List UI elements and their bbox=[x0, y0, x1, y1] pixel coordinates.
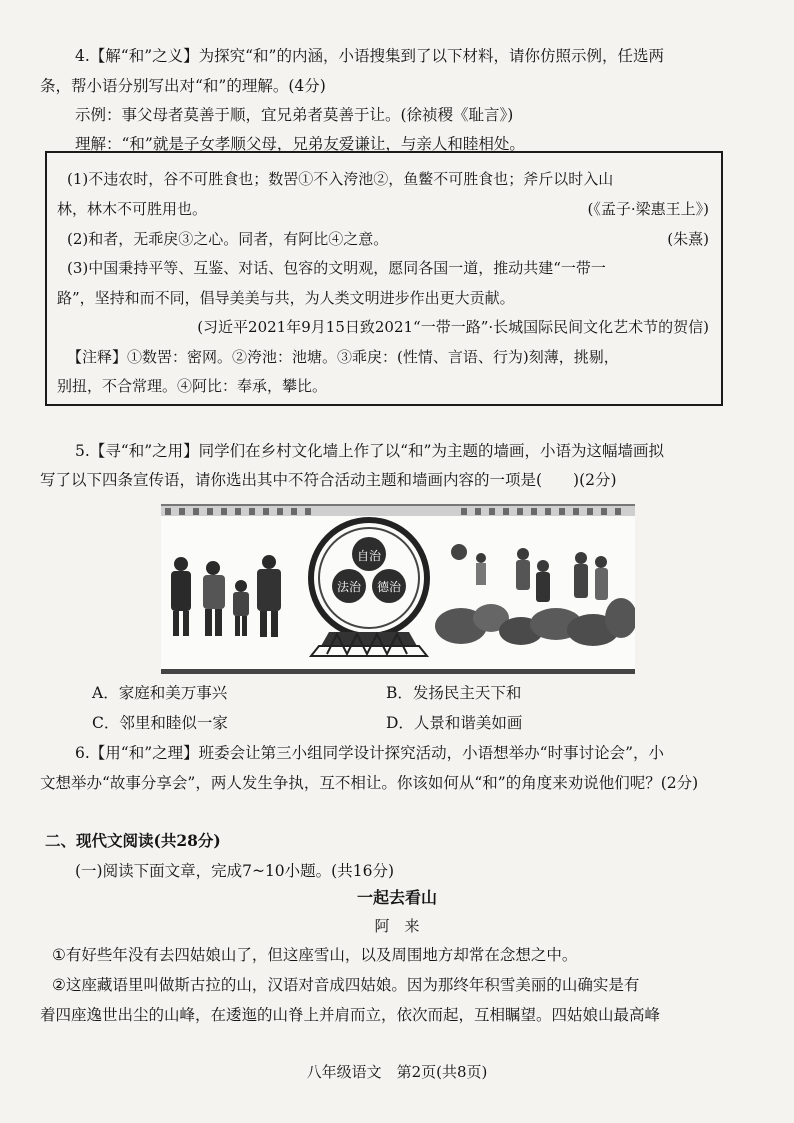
q4-understanding: 理解：“和”就是子女孝顺父母，兄弟友爱谦让，与亲人和睦相处。 bbox=[75, 135, 525, 153]
q4-line1: 4.【解“和”之义】为探究“和”的内涵，小语搜集到了以下材料，请你仿照示例，任选两 bbox=[75, 47, 664, 65]
option-a[interactable]: A．家庭和美万事兴 bbox=[92, 684, 228, 702]
material-2-line: (2)和者，无乖戾③之心。同者，有阿比④之意。 bbox=[67, 230, 389, 248]
essay-paragraph-1: ①有好些年没有去四姑娘山了，但这座雪山，以及周围地方却常在念想之中。 bbox=[52, 946, 578, 964]
mural-text-left: 法治 bbox=[336, 580, 362, 594]
material-3-line1: (3)中国秉持平等、互鉴、对话、包容的文明观，愿同各国一道，推动共建“一带一 bbox=[67, 259, 606, 277]
essay-paragraph-2-line1: ②这座藏语里叫做斯古拉的山，汉语对音成四姑娘。因为那终年积雪美丽的山确实是有 bbox=[52, 976, 640, 994]
material-1-line2: 林，林木不可胜用也。 bbox=[57, 200, 208, 218]
mural-text-right: 德治 bbox=[376, 580, 402, 594]
q4-example: 示例：事父母者莫善于顺，宜兄弟者莫善于让。(徐祯稷《耻言》) bbox=[75, 106, 514, 124]
material-1-line1: (1)不违农时，谷不可胜食也；数罟①不入洿池②，鱼鳖不可胜食也；斧斤以时入山 bbox=[67, 170, 614, 188]
option-d[interactable]: D．人景和谐美如画 bbox=[386, 714, 523, 732]
q5-line2: 写了以下四条宣传语，请你选出其中不符合活动主题和墙画内容的一项是( )(2分) bbox=[40, 471, 617, 489]
mural-image bbox=[161, 504, 635, 674]
mural-illustration bbox=[161, 506, 635, 669]
section-subheading: (一)阅读下面文章，完成7~10小题。(共16分) bbox=[75, 862, 394, 880]
material-2-source: (朱熹) bbox=[667, 230, 709, 248]
essay-paragraph-2-line2: 着四座逸世出尘的山峰，在逶迤的山脊上并肩而立，依次而起，互相瞩望。四姑娘山最高峰 bbox=[40, 1006, 661, 1024]
essay-author: 阿 来 bbox=[374, 917, 420, 935]
page-footer: 八年级语文 第2页(共8页) bbox=[306, 1063, 488, 1081]
q6-line2: 文想举办“故事分享会”，两人发生争执，互不相让。你该如何从“和”的角度来劝说他们呢？(2分) bbox=[40, 774, 699, 792]
material-3-source: (习近平2021年9月15日致2021“一带一路”·长城国际民间文化艺术节的贺信) bbox=[197, 318, 709, 336]
option-c[interactable]: C．邻里和睦似一家 bbox=[92, 714, 228, 732]
q6-line1: 6.【用“和”之理】班委会让第三小组同学设计探究活动，小语想举办“时事讨论会”，小 bbox=[75, 744, 664, 762]
material-3-line2: 路”，坚持和而不同，倡导美美与共，为人类文明进步作出更大贡献。 bbox=[57, 289, 515, 307]
essay-title: 一起去看山 bbox=[356, 888, 437, 907]
mural-text-top: 自治 bbox=[356, 549, 382, 563]
option-b[interactable]: B．发扬民主天下和 bbox=[386, 684, 522, 702]
section-heading: 二、现代文阅读(共28分) bbox=[45, 831, 221, 850]
notes-line1: 【注释】①数罟：密网。②洿池：池塘。③乖戾：(性情、言语、行为)刻薄，挑剔， bbox=[67, 348, 619, 366]
material-1-source: (《孟子·梁惠王上》) bbox=[587, 200, 709, 218]
materials-box bbox=[45, 151, 723, 406]
notes-line2: 别扭，不合常理。④阿比：奉承，攀比。 bbox=[57, 377, 328, 395]
q4-line2: 条，帮小语分别写出对“和”的理解。(4分) bbox=[40, 77, 326, 95]
q5-line1: 5.【寻“和”之用】同学们在乡村文化墙上作了以“和”为主题的墙画，小语为这幅墙画拟 bbox=[75, 442, 664, 460]
